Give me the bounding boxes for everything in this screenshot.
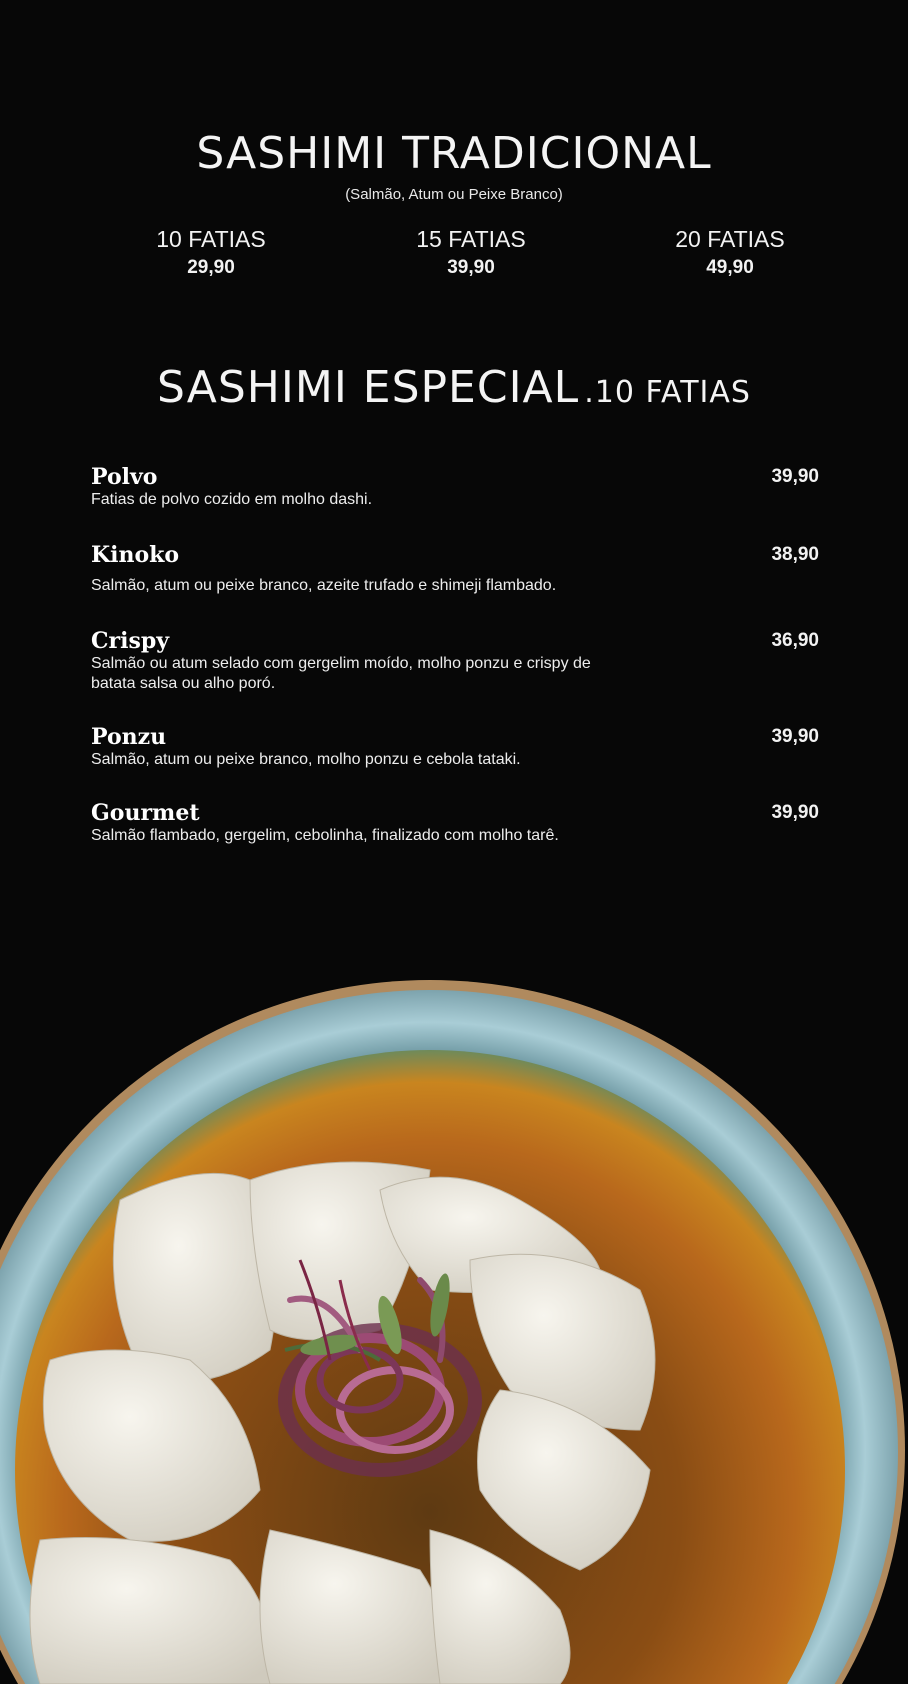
section-subtitle-tradicional: (Salmão, Atum ou Peixe Branco)	[345, 186, 563, 203]
plate-illustration	[0, 930, 908, 1684]
portion-price: 39,90	[447, 257, 495, 278]
sashimi-plate-photo	[0, 930, 908, 1684]
item-description: Fatias de polvo cozido em molho dashi.	[91, 491, 373, 508]
item-name: Kinoko	[91, 542, 180, 568]
item-description: Salmão ou atum selado com gergelim moído, molho ponzu e crispy de batata salsa ou alho poró.	[91, 655, 591, 692]
menu-item-polvo	[91, 464, 821, 510]
portion-price: 29,90	[187, 257, 235, 278]
item-name: Ponzu	[91, 724, 167, 750]
menu-item-crispy	[91, 628, 821, 694]
item-description: Salmão flambado, gergelim, cebolinha, finalizado com molho tarê.	[91, 827, 559, 844]
menu-item-gourmet	[91, 800, 821, 846]
menu-item-ponzu	[91, 724, 821, 770]
portion-qty: 10 FATIAS	[156, 226, 266, 252]
portion-price: 49,90	[706, 257, 754, 278]
portion-20	[630, 226, 830, 279]
section-title-especial	[0, 362, 908, 413]
portion-qty: 20 FATIAS	[675, 226, 785, 252]
item-price: 39,90	[771, 802, 819, 823]
section-title-tradicional: SASHIMI TRADICIONAL	[196, 128, 712, 179]
menu-item-kinoko	[91, 542, 821, 596]
item-name: Gourmet	[91, 800, 200, 826]
item-description: Salmão, atum ou peixe branco, molho ponzu e cebola tataki.	[91, 751, 521, 768]
item-price: 39,90	[771, 466, 819, 487]
section-title-especial-suffix: .10 FATIAS	[584, 375, 751, 410]
item-name: Crispy	[91, 628, 170, 654]
portion-15	[371, 226, 571, 279]
item-price: 38,90	[771, 544, 819, 565]
item-description: Salmão, atum ou peixe branco, azeite trufado e shimeji flambado.	[91, 577, 557, 594]
item-price: 36,90	[771, 630, 819, 651]
item-name: Polvo	[91, 464, 158, 490]
portion-qty: 15 FATIAS	[416, 226, 526, 252]
section-title-especial-main: SASHIMI ESPECIAL	[157, 362, 580, 413]
item-price: 39,90	[771, 726, 819, 747]
portion-10	[111, 226, 311, 279]
